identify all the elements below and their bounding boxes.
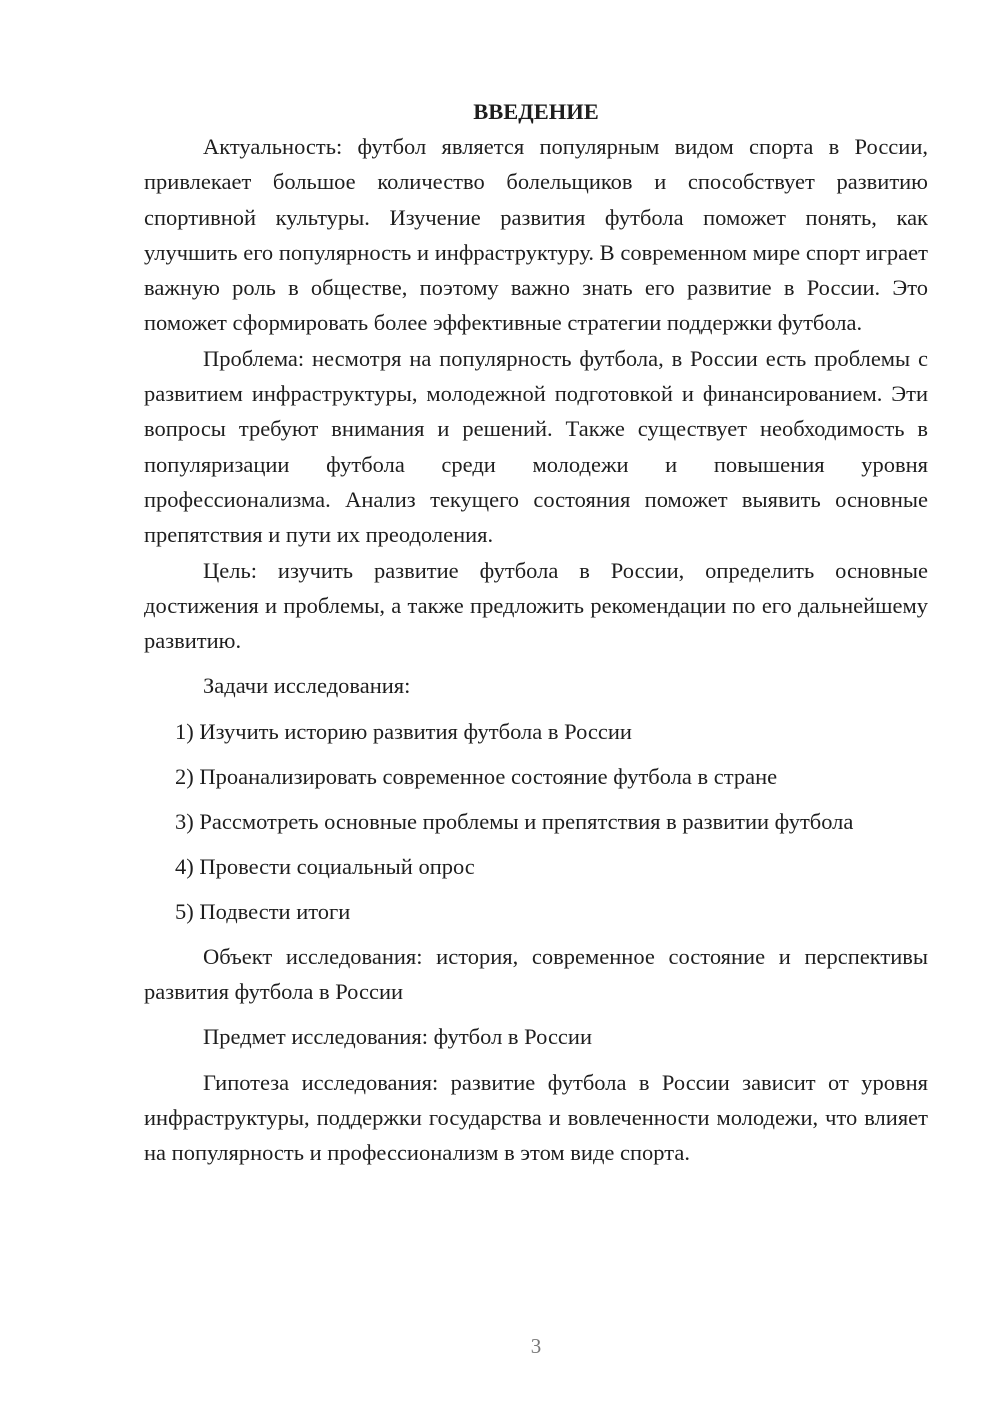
section-heading: ВВЕДЕНИЕ (473, 99, 599, 124)
list-item: 3) Рассмотреть основные проблемы и препятствия в развитии футбола (175, 808, 854, 834)
tasks-title: Задачи исследования: (203, 673, 411, 699)
list-item: 2) Проанализировать современное состояние футбола в стране (175, 763, 778, 789)
problem-paragraph: Проблема: несмотря на популярность футбола, в России есть проблемы с развитием инфраструктуры, молодежной подготовкой и финансированием. Эти вопросы требуют внимания и решений. Также существует необходимость в популяризации футбола среди молодежи и повышения уровня профессионализма. Анализ текущего состояния поможет выявить основные препятствия и пути их преодоления. (144, 345, 928, 548)
page-number: 3 (530, 1334, 542, 1358)
object-paragraph: Объект исследования: история, современное состояние и перспективы развития футбола в России (144, 943, 928, 1005)
hypothesis-paragraph: Гипотеза исследования: развитие футбола в России зависит от уровня инфраструктуры, поддержки государства и вовлеченности молодежи, что влияет на популярность и профессионализм в этом виде спорта. (144, 1069, 928, 1166)
subject-paragraph: Предмет исследования: футбол в России (203, 1024, 592, 1050)
list-item: 1) Изучить историю развития футбола в России (175, 718, 632, 744)
document-body (144, 94, 928, 1171)
goal-paragraph: Цель: изучить развитие футбола в России, определить основные достижения и проблемы, а также предложить рекомендации по его дальнейшему развитию. (144, 557, 928, 654)
list-item: 4) Провести социальный опрос (175, 853, 475, 879)
tasks-list (144, 714, 928, 929)
list-item: 5) Подвести итоги (175, 898, 351, 924)
relevance-paragraph: Актуальность: футбол является популярным видом спорта в России, привлекает большое количество болельщиков и способствует развитию спортивной культуры. Изучение развития футбола поможет понять, как улучшить его популярность и инфраструктуру. В современном мире спорт играет важную роль в обществе, поэтому важно знать его развитие в России. Это поможет сформировать более эффективные стратегии поддержки футбола. (144, 134, 928, 336)
